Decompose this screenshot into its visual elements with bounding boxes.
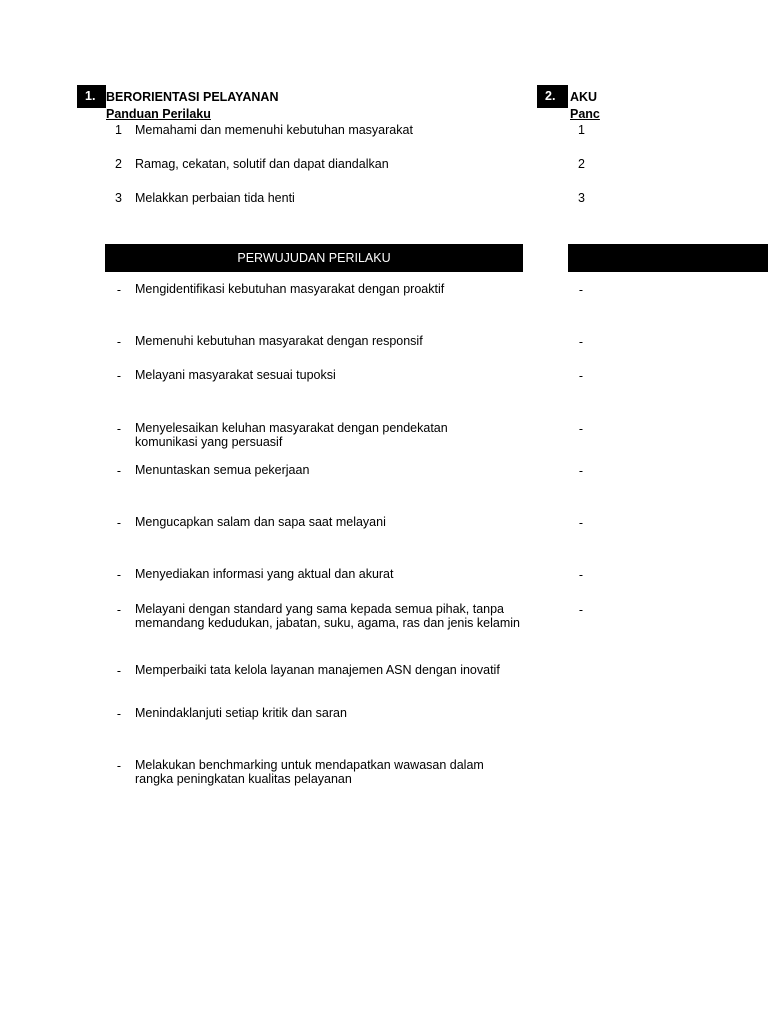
section-1-header-bar: PERWUJUDAN PERILAKU: [105, 244, 523, 272]
bullet-dash: -: [116, 516, 122, 530]
bullet-dash: -: [578, 603, 584, 617]
behavior-text: Mengucapkan salam dan sapa saat melayani: [135, 515, 386, 529]
bullet-dash: -: [116, 369, 122, 383]
behavior-text: Melayani dengan standard yang sama kepada semua pihak, tanpa memandang kedudukan, jabatan, suku, agama, ras dan jenis kelamin: [135, 602, 520, 630]
bullet-dash: -: [578, 369, 584, 383]
bullet-dash: -: [116, 568, 122, 582]
guide-2-number: 2: [115, 157, 122, 171]
bullet-dash: -: [578, 422, 584, 436]
section-2-header-bar: [568, 244, 768, 272]
behavior-text: Menindaklanjuti setiap kritik dan saran: [135, 706, 347, 720]
bullet-dash: -: [116, 707, 122, 721]
behavior-text: Menyelesaikan keluhan masyarakat dengan pendekatan komunikasi yang persuasif: [135, 421, 448, 449]
section-2-guide-3-number: 3: [578, 191, 585, 205]
behavior-text: Memperbaiki tata kelola layanan manajemen ASN dengan inovatif: [135, 663, 500, 677]
guide-3-text: Melakkan perbaian tida henti: [135, 191, 295, 205]
behavior-text: Melakukan benchmarking untuk mendapatkan wawasan dalam rangka peningkatan kualitas pelayanan: [135, 758, 484, 786]
bullet-dash: -: [578, 335, 584, 349]
section-2-guide-2-number: 2: [578, 157, 585, 171]
behavior-text: Menyediakan informasi yang aktual dan akurat: [135, 567, 394, 581]
section-2-title: AKU: [570, 90, 598, 104]
bullet-dash: -: [116, 283, 122, 297]
guide-2-text: Ramag, cekatan, solutif dan dapat diandalkan: [135, 157, 389, 171]
bullet-dash: -: [578, 516, 584, 530]
section-1-guide-heading: Panduan Perilaku: [106, 107, 211, 121]
section-1-number: 1.: [77, 85, 106, 108]
bullet-dash: -: [116, 335, 122, 349]
bullet-dash: -: [116, 464, 122, 478]
behavior-text: Memenuhi kebutuhan masyarakat dengan responsif: [135, 334, 423, 348]
behavior-text: Melayani masyarakat sesuai tupoksi: [135, 368, 336, 382]
behavior-text: Mengidentifikasi kebutuhan masyarakat dengan proaktif: [135, 282, 445, 296]
section-1-title: BERORIENTASI PELAYANAN: [106, 90, 279, 104]
bullet-dash: -: [116, 664, 122, 678]
section-2-guide-heading: Panc: [570, 107, 600, 121]
section-2-number: 2.: [537, 85, 568, 108]
bullet-dash: -: [116, 759, 122, 773]
guide-1-text: Memahami dan memenuhi kebutuhan masyarakat: [135, 123, 413, 137]
bullet-dash: -: [578, 464, 584, 478]
bullet-dash: -: [578, 568, 584, 582]
guide-1-number: 1: [115, 123, 122, 137]
behavior-text: Menuntaskan semua pekerjaan: [135, 463, 310, 477]
section-2-guide-1-number: 1: [578, 123, 585, 137]
guide-3-number: 3: [115, 191, 122, 205]
bullet-dash: -: [116, 422, 122, 436]
bullet-dash: -: [116, 603, 122, 617]
bullet-dash: -: [578, 283, 584, 297]
